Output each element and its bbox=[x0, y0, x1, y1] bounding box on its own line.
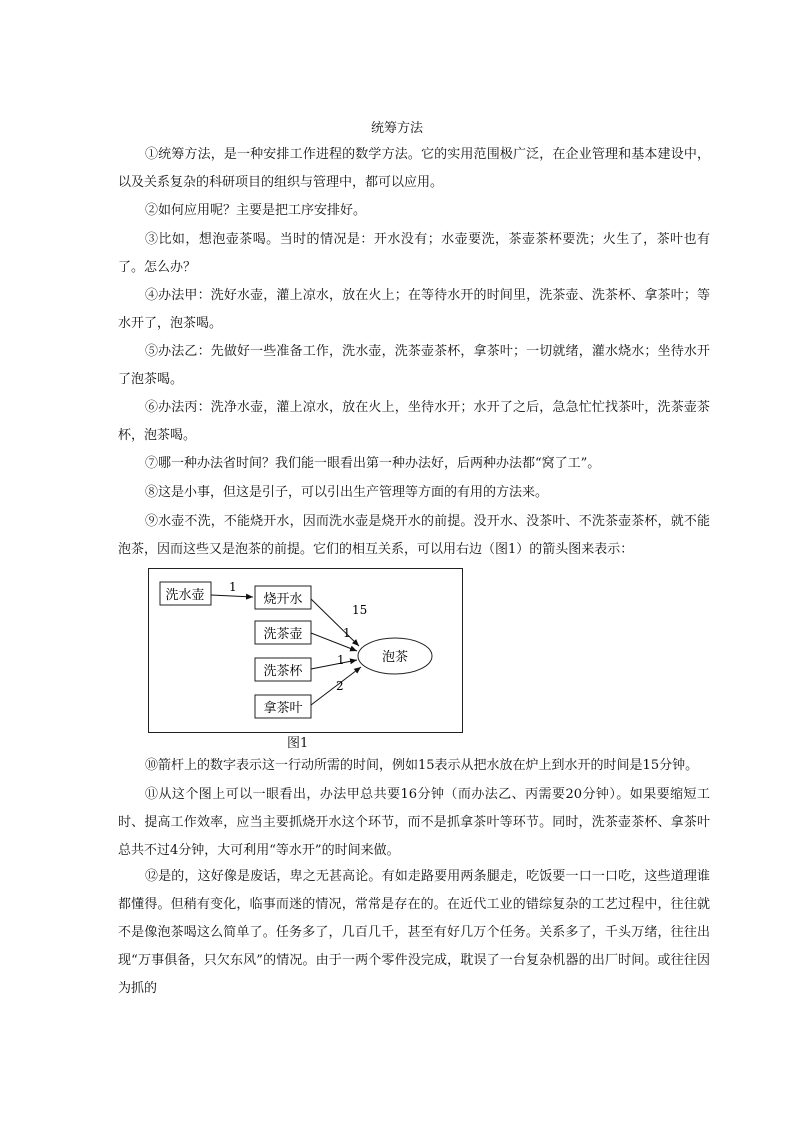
paragraph-7: ⑦哪一种办法省时间？我们能一眼看出第一种办法好，后两种办法都“窝了工”。 bbox=[145, 456, 601, 471]
edge-label-kettle-boil: 1 bbox=[229, 580, 237, 594]
paragraph-2: ②如何应用呢？主要是把工序安排好。 bbox=[145, 203, 367, 218]
paragraph-9: ⑨水壶不洗，不能烧开水，因而洗水壶是烧开水的前提。没开水、没茶叶、不洗茶壶茶杯，就不能泡茶，因而这些又是泡茶的前提。它们的相互关系，可以用右边（图1）的箭头图来表示： bbox=[118, 514, 710, 557]
arrow-diagram bbox=[148, 568, 463, 733]
edge-cups-to-tea bbox=[311, 660, 357, 669]
edge-label-teapot-tea: 1 bbox=[343, 626, 351, 640]
node-wash-cups-label: 洗茶杯 bbox=[263, 664, 303, 679]
paragraph-1: ①统筹方法，是一种安排工作进程的数学方法。它的实用范围极广泛，在企业管理和基本建设中，以及关系复杂的科研项目的组织与管理中，都可以应用。 bbox=[118, 147, 710, 190]
paragraph-12: ⑫是的，这好像是废话，卑之无甚高论。有如走路要用两条腿走，吃饭要一口一口吃，这些道理谁都懂得。但稍有变化，临事而迷的情况，常常是存在的。在近代工业的错综复杂的工艺过程中，往往就不是像泡茶喝这么简单了。任务多了，几百几千，甚至有好几万个任务。关系多了，千头万绪，往往出现“万事俱备，只欠东风”的情况。由于一两个零件没完成，耽误了一台复杂机器的出厂时间。或往往因为抓的 bbox=[118, 869, 710, 996]
paragraph-3: ③比如，想泡壶茶喝。当时的情况是：开水没有；水壶要洗，茶壶茶杯要洗；火生了，茶叶也有了。怎么办？ bbox=[118, 232, 710, 275]
edge-label-cups-tea: 1 bbox=[337, 653, 345, 667]
paragraph-11: ⑪从这个图上可以一眼看出，办法甲总共要16分钟（而办法乙、丙需要20分钟）。如果要缩短工时、提高工作效率，应当主要抓烧开水这个环节，而不是抓拿茶叶等环节。同时，洗茶壶茶杯、拿茶叶总共不过4分钟，大可利用“等水开”的时间来做。 bbox=[118, 787, 710, 858]
paragraph-8: ⑧这是小事，但这是引子，可以引出生产管理等方面的有用的方法来。 bbox=[145, 485, 549, 500]
node-boil-water-label: 烧开水 bbox=[263, 592, 303, 607]
edge-label-leaves-tea: 2 bbox=[336, 679, 344, 693]
figure-caption: 图1 bbox=[287, 736, 309, 751]
page-title: 统筹方法 bbox=[370, 121, 423, 136]
edge-kettle-to-boil bbox=[211, 595, 253, 597]
paragraph-5: ⑤办法乙：先做好一些准备工作，洗水壶，洗茶壶茶杯，拿茶叶；一切就绪，灌水烧水；坐待水开了泡茶喝。 bbox=[118, 344, 710, 387]
node-wash-kettle-label: 洗水壶 bbox=[165, 588, 205, 603]
edge-label-boil-tea: 15 bbox=[352, 603, 368, 617]
node-get-tea-label: 拿茶叶 bbox=[263, 701, 303, 716]
paragraph-6: ⑥办法丙：洗净水壶，灌上凉水，放在火上，坐待水开；水开了之后，急急忙忙找茶叶，洗茶壶茶杯，泡茶喝。 bbox=[118, 400, 710, 443]
node-wash-teapot-label: 洗茶壶 bbox=[263, 627, 303, 642]
paragraph-4: ④办法甲：洗好水壶，灌上凉水，放在火上；在等待水开的时间里，洗茶壶、洗茶杯、拿茶叶；等水开了，泡茶喝。 bbox=[118, 288, 710, 331]
paragraph-10: ⑩箭杆上的数字表示这一行动所需的时间，例如15表示从把水放在炉上到水开的时间是15分钟。 bbox=[145, 758, 699, 773]
node-make-tea-label: 泡茶 bbox=[381, 650, 409, 665]
